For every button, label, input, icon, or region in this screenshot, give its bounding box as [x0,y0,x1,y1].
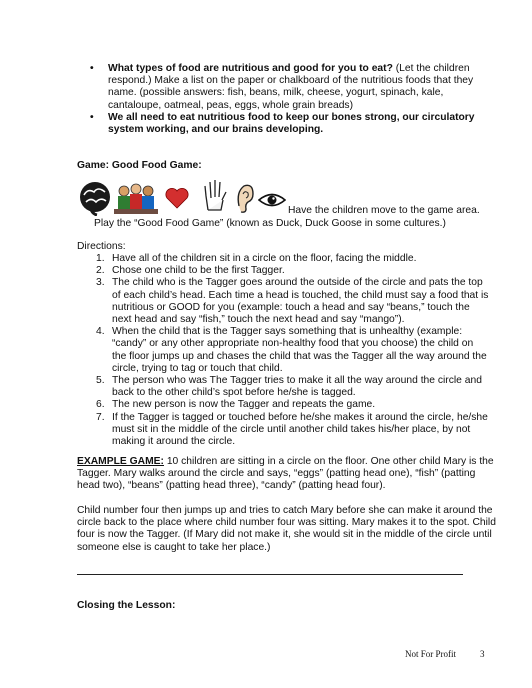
direction-step [85,277,490,326]
bullet-item [88,112,488,136]
step-text: When the child that is the Tagger says something that is unhealthy (example: “candy” or any other appropriate non-healthy food that you choose) the child on the floor jumps up and chases the child that was the Tagger all the way around the circle, trying to tag or touch that child. [112,326,487,374]
page-number: 3 [480,649,485,659]
section-divider [77,574,463,575]
step-number: 5. [96,375,105,387]
step-text: Have all of the children sit in a circle on the floor, facing the middle. [112,253,417,264]
game-move-text: Have the children move to the game area. [288,205,480,216]
bullet-item [88,63,488,112]
footer-note: Not For Profit [405,649,457,659]
ear-icon [234,182,256,214]
step-number: 6. [96,399,105,411]
hand-icon [202,178,228,212]
step-number: 4. [96,326,105,338]
step-number: 3. [96,277,105,289]
heart-icon [164,186,190,210]
example-text: 10 children are sitting in a circle on the floor. One other child Mary is the Tagger. Mary walks around the circle and says, “eggs” (patting head one), “fish” (patting head two), “beans” (patting head three), “candy” (patting head four). [77,456,494,492]
example-paragraph [77,456,497,493]
directions-label: Directions: [77,241,126,252]
direction-step [85,326,490,375]
directions-list [85,253,490,448]
discussion-bullets [88,63,488,136]
step-number: 1. [96,253,105,264]
direction-step [85,253,490,265]
step-text: The child who is the Tagger goes around the outside of the circle and pats the top of each child’s head. Each time a head is touched, the child must say a food that is nutritious or GOOD for you (example: touch a head and say “beans,” touch the next head and say “fish,” touch the next head and say “mango”). [112,277,489,326]
step-text: The person who was The Tagger tries to make it all the way around the circle and back to the other child’s spot before he/she is tagged. [112,375,482,399]
game-play-text: Play the “Good Food Game” (known as Duck, Duck Goose in some cultures.) [94,218,446,229]
brain-icon [78,180,112,216]
eye-icon [258,192,286,208]
children-icon [114,182,158,216]
step-text: If the Tagger is tagged or touched before he/she makes it around the circle, he/she must sit in the middle of the circle until another child takes his/her place, by not making it around the circle. [112,411,488,448]
step-text: Chose one child to be the first Tagger. [112,265,285,277]
step-text: The new person is now the Tagger and repeats the game. [112,399,376,411]
direction-step [85,375,490,399]
closing-heading: Closing the Lesson: [77,600,176,611]
step-number: 7. [96,411,105,423]
bullet-text: (Let the children respond.) Make a list on the paper or chalkboard of the nutritious foods that they name. (possible answers: fish, beans, milk, cheese, yogurt, spinach, kale, cantaloupe, oatmeal, peas, eggs, whole grain breads) [108,63,474,111]
bullet-bold-text: We all need to eat nutritious food to keep our bones strong, our circulatory system working, and our brains developing. [108,111,475,136]
direction-step [85,265,490,277]
example-label: EXAMPLE GAME: [77,456,164,467]
step-number: 2. [96,265,105,277]
bullet-bold-text: What types of food are nutritious and good for you to eat? [108,63,393,74]
game-heading: Game: Good Food Game: [77,160,202,171]
direction-step [85,412,490,449]
example-followup: Child number four then jumps up and tries to catch Mary before she can make it around the circle back to the place where child number four was sitting. Mary makes it to the spot. Child four is now the Tagger. (If Mary did not make it, she would sit in the middle of the circle until someone else is caught to take her place.) [77,505,496,553]
direction-step [85,399,490,411]
